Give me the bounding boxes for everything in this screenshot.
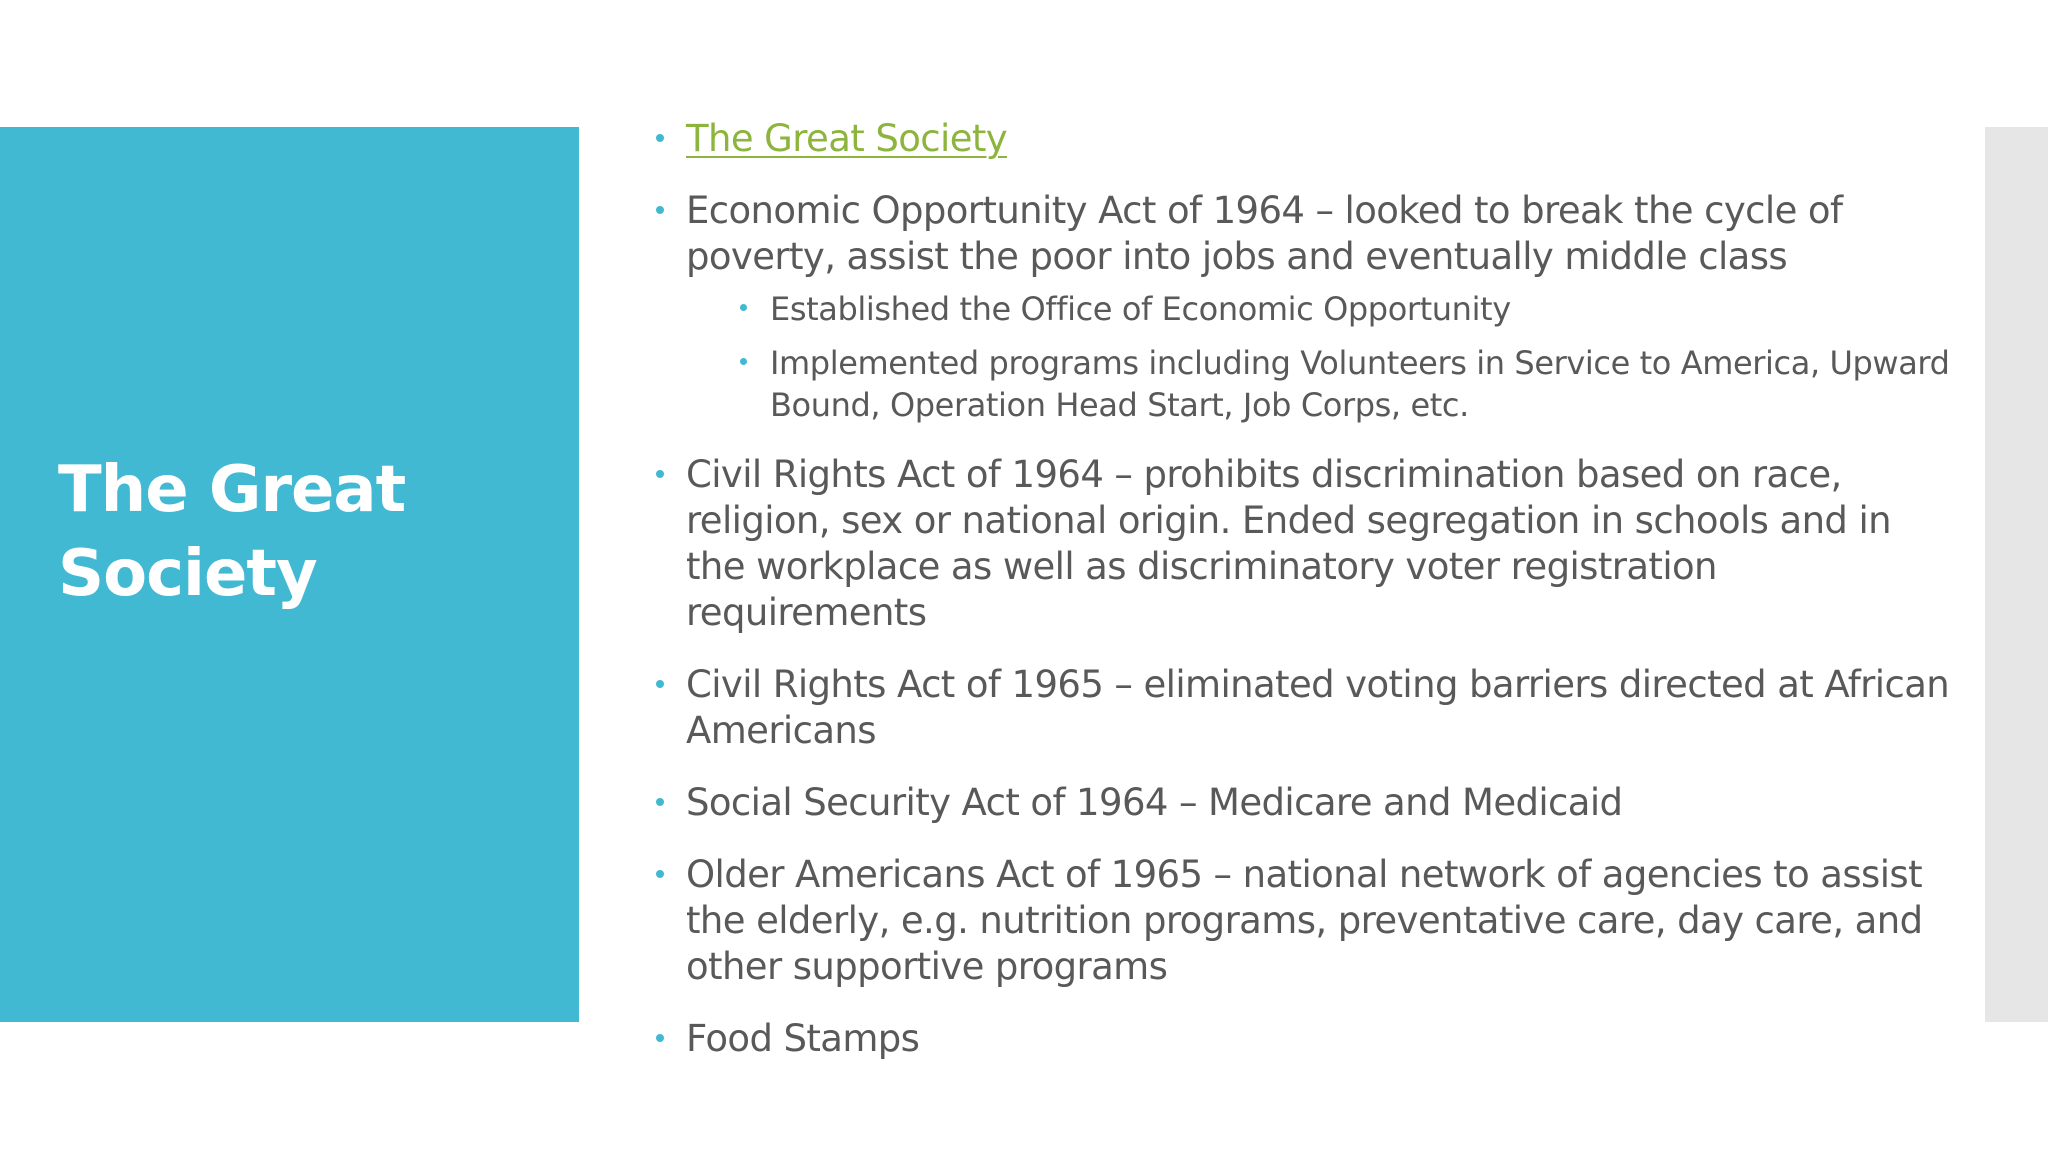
sub-bullet-dot-icon (740, 304, 747, 311)
bullet-civil-rights-act-1964 (656, 452, 1956, 636)
bullet-dot-icon (656, 206, 664, 214)
sub-bullet-office-economic-opportunity (740, 288, 1956, 330)
bullet-social-security-act (656, 780, 1956, 826)
sub-bullet-implemented-programs (740, 342, 1956, 426)
bullet-list (656, 116, 1956, 1062)
bullet-dot-icon (656, 680, 664, 688)
bullet-dot-icon (656, 470, 664, 478)
bullet-text: Social Security Act of 1964 – Medicare and Medicaid (686, 781, 1623, 824)
bullet-text: Civil Rights Act of 1964 – prohibits discrimination based on race, religion, sex or national origin. Ended segregation in schools and in the workplace as well as discriminatory voter registration requirements (686, 453, 1892, 634)
slide-title-line-2: Society (58, 537, 317, 611)
bullet-food-stamps (656, 1016, 1956, 1062)
right-side-bar (1985, 127, 2048, 1022)
bullet-dot-icon (656, 1034, 664, 1042)
slide-title (58, 448, 558, 616)
bullet-dot-icon (656, 798, 664, 806)
bullet-great-society-link (656, 116, 1956, 162)
sub-bullet-text: Established the Office of Economic Opportunity (770, 290, 1511, 328)
bullet-text: Food Stamps (686, 1017, 920, 1060)
slide-title-line-1: The Great (58, 453, 406, 527)
sub-bullet-list (686, 288, 1956, 426)
bullet-dot-icon (656, 134, 664, 142)
bullet-economic-opportunity-act (656, 188, 1956, 426)
sub-bullet-dot-icon (740, 358, 747, 365)
bullet-civil-rights-act-1965 (656, 662, 1956, 754)
sub-bullet-text: Implemented programs including Volunteers in Service to America, Upward Bound, Operation Head Start, Job Corps, etc. (770, 344, 1950, 424)
bullet-text: Civil Rights Act of 1965 – eliminated voting barriers directed at African Americans (686, 663, 1950, 752)
bullet-text: Older Americans Act of 1965 – national network of agencies to assist the elderly, e.g. nutrition programs, preventative care, day care, and other supportive programs (686, 853, 1923, 988)
bullet-text: Economic Opportunity Act of 1964 – looked to break the cycle of poverty, assist the poor into jobs and eventually middle class (686, 189, 1843, 278)
bullet-older-americans-act (656, 852, 1956, 990)
great-society-link[interactable]: The Great Society (686, 117, 1008, 160)
slide-content (656, 116, 1956, 1088)
bullet-dot-icon (656, 870, 664, 878)
